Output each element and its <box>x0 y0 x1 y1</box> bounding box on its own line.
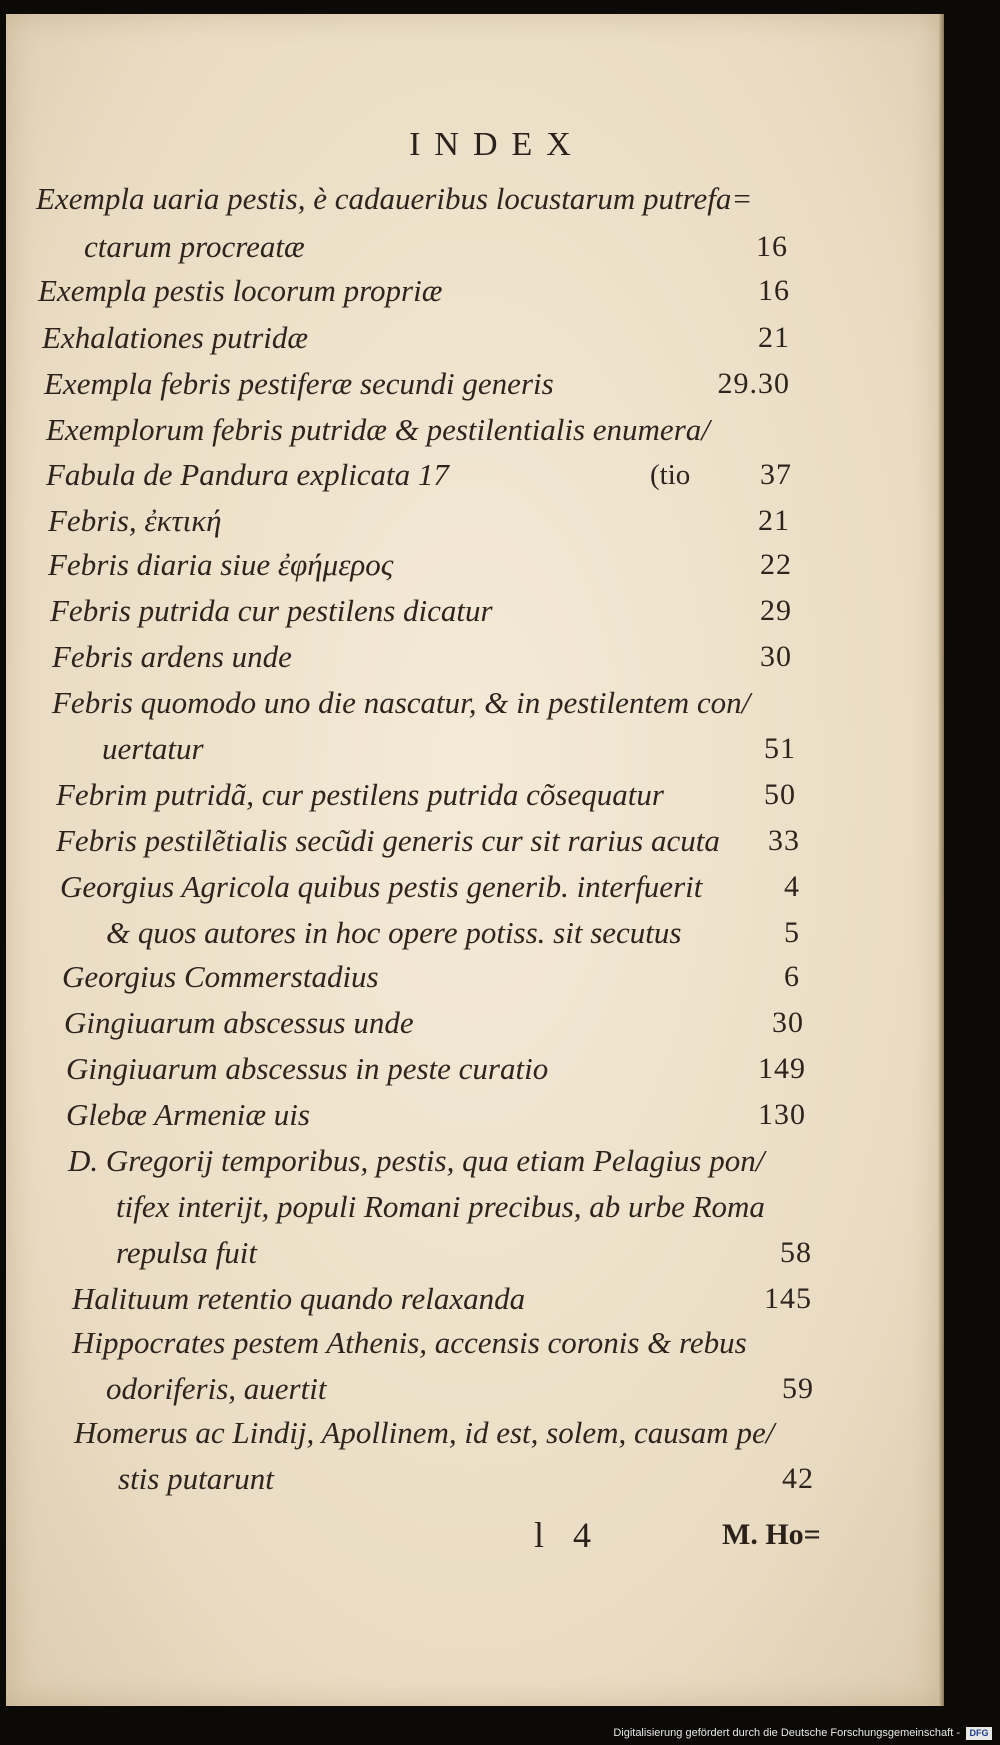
entry-page: 58 <box>780 1236 812 1269</box>
running-head: INDEX <box>409 126 585 163</box>
index-entry <box>66 1094 806 1136</box>
entry-page: 22 <box>760 548 792 581</box>
index-entry <box>56 774 796 816</box>
entry-page: 50 <box>764 778 796 811</box>
funding-note: Digitalisierung gefördert durch die Deutsche Forschungsgemeinschaft - <box>613 1727 960 1739</box>
entry-text: Febris, ἐκτική <box>48 503 222 538</box>
index-entry <box>52 636 792 678</box>
entry-page: 149 <box>758 1052 806 1085</box>
entry-page: 16 <box>758 274 790 307</box>
entry-text: Homerus ac Lindij, Apollinem, id est, solem, causam pe/ <box>74 1415 775 1450</box>
entry-text: Gingiuarum abscessus unde <box>64 1005 414 1040</box>
entry-page: 4 <box>784 870 800 903</box>
entry-page: 51 <box>764 732 796 765</box>
entry-text: odoriferis, auertit <box>106 1371 327 1406</box>
entry-page: 42 <box>782 1462 814 1495</box>
index-entry <box>52 682 796 724</box>
index-entry <box>118 1458 814 1500</box>
entry-page: 37 <box>760 458 792 491</box>
catchword: M. Ho= <box>722 1518 821 1551</box>
entry-page: 29.30 <box>717 367 790 400</box>
index-entry <box>46 454 792 496</box>
index-entry <box>64 1002 804 1044</box>
signature-mark: l 4 <box>534 1515 602 1555</box>
index-entry <box>48 500 790 542</box>
entry-text: Exempla uaria pestis, è cadaueribus locustarum putrefa= <box>36 181 753 216</box>
entry-text: Exemplorum febris putridæ & pestilentialis enumera/ <box>46 412 710 447</box>
index-entry <box>48 544 792 586</box>
entry-page: 21 <box>758 321 790 354</box>
index-entry <box>106 1368 814 1410</box>
entry-page: 59 <box>782 1372 814 1405</box>
index-entry <box>56 820 800 862</box>
index-entry <box>46 409 790 451</box>
index-entry <box>42 317 790 359</box>
index-entry <box>72 1278 812 1320</box>
entry-page: 30 <box>772 1006 804 1039</box>
index-entry <box>44 363 790 405</box>
entry-text: D. Gregorij temporibus, pestis, qua etiam Pelagius pon/ <box>68 1143 765 1178</box>
index-entry <box>66 1048 806 1090</box>
entry-text: repulsa fuit <box>116 1235 257 1270</box>
entry-continuation: (tio <box>650 459 691 491</box>
entry-page: 33 <box>768 824 800 857</box>
entry-text: Febris putrida cur pestilens dicatur <box>50 593 493 628</box>
entry-page: 5 <box>784 916 800 949</box>
entry-text: Georgius Commerstadius <box>62 959 379 994</box>
entry-text: stis putarunt <box>118 1461 274 1496</box>
index-list <box>6 14 940 1706</box>
entry-text: Exempla pestis locorum propriæ <box>38 273 443 308</box>
entry-text: uertatur <box>102 731 204 766</box>
index-entry <box>68 1140 808 1182</box>
entry-page: 21 <box>758 504 790 537</box>
entry-text: Gingiuarum abscessus in peste curatio <box>66 1051 549 1086</box>
entry-page: 30 <box>760 640 792 673</box>
entry-text: tifex interijt, populi Romani precibus, ab urbe Roma <box>116 1189 765 1224</box>
entry-page: 6 <box>784 960 800 993</box>
entry-text: Glebæ Armeniæ uis <box>66 1097 310 1132</box>
index-entry <box>84 226 788 268</box>
index-entry <box>102 728 796 770</box>
index-entry <box>36 178 756 220</box>
index-entry <box>116 1186 810 1228</box>
entry-text: ctarum procreatæ <box>84 229 305 264</box>
entry-page: 130 <box>758 1098 806 1131</box>
index-entry <box>38 270 790 312</box>
entry-text: Exhalationes putridæ <box>42 320 309 355</box>
entry-text: Febris diaria siue ἐφήμερος <box>48 547 394 582</box>
entry-text: Febris pestilẽtialis secũdi generis cur sit rarius acuta <box>56 823 720 858</box>
book-page <box>6 14 940 1706</box>
entry-page: 16 <box>756 230 788 263</box>
entry-page: 29 <box>760 594 792 627</box>
entry-text: Halituum retentio quando relaxanda <box>72 1281 526 1316</box>
entry-text: Hippocrates pestem Athenis, accensis coronis & rebus <box>72 1325 747 1360</box>
entry-text: Fabula de Pandura explicata 17 <box>46 457 449 492</box>
entry-text: Georgius Agricola quibus pestis generib. interfuerit <box>60 869 703 904</box>
entry-text: Febrim putridã, cur pestilens putrida cõsequatur <box>56 777 664 812</box>
dfg-logo: DFG <box>966 1727 992 1740</box>
entry-text: & quos autores in hoc opere potiss. sit secutus <box>106 915 682 950</box>
index-entry <box>60 866 800 908</box>
entry-page: 145 <box>764 1282 812 1315</box>
index-entry <box>72 1322 814 1364</box>
entry-text: Febris quomodo uno die nascatur, & in pestilentem con/ <box>52 685 751 720</box>
entry-text: Exempla febris pestiferæ secundi generis <box>44 366 554 401</box>
index-entry <box>62 956 800 998</box>
index-entry <box>50 590 792 632</box>
index-entry <box>74 1412 814 1454</box>
entry-text: Febris ardens unde <box>52 639 292 674</box>
index-entry <box>116 1232 812 1274</box>
index-entry <box>106 912 800 954</box>
